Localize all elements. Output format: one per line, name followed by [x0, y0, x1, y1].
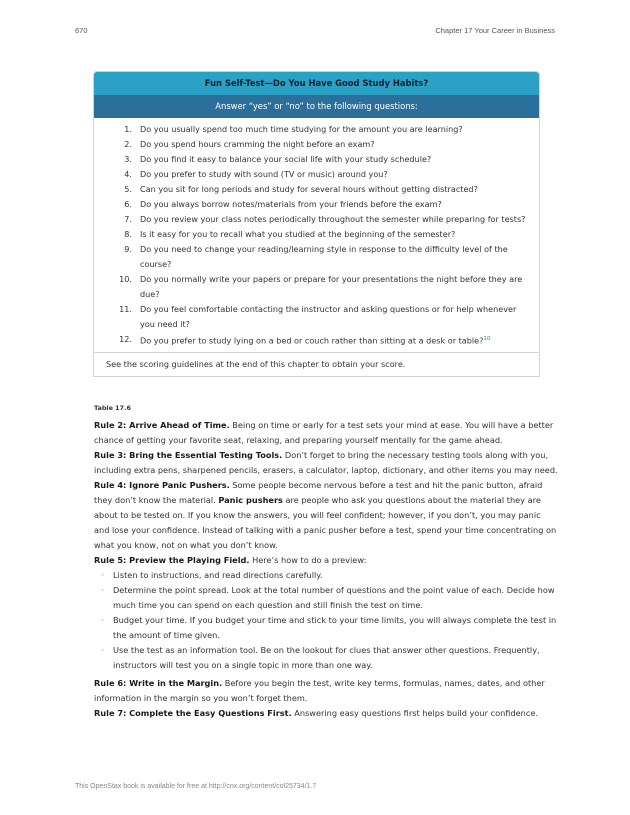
rule-2-paragraph — [94, 418, 558, 448]
page-footer: This OpenStax book is available for free at http://cnx.org/content/col25734/1.7 — [75, 783, 317, 790]
rule-4-text-continued: are people who ask you questions about the material they are about to be tested on. If you know the answers, you will feel confident; however, if you don’t, you may panic and lose your confidence. Instead of talking with a panic pusher before a test, spend your time concentrating on what you know, not on what you don’t know. — [94, 495, 557, 550]
self-test-box — [93, 71, 540, 377]
rule-6-text: Before you begin the test, write key terms, formulas, names, dates, and other information in the margin so you won’t forget them. — [94, 678, 545, 703]
panic-pushers-term: Panic pushers — [218, 495, 283, 505]
question-text: Do you usually spend too much time studying for the amount you are learning? — [140, 124, 463, 134]
question-item — [106, 227, 527, 242]
rule-7-paragraph — [94, 706, 558, 721]
question-item — [106, 167, 527, 182]
footnote-link[interactable]: 10 — [483, 336, 491, 342]
bullet-icon: ◦ — [100, 615, 105, 625]
self-test-footer: See the scoring guidelines at the end of this chapter to obtain your score. — [94, 352, 539, 376]
question-list — [106, 122, 527, 349]
question-number: 3. — [124, 154, 132, 164]
question-number: 5. — [124, 184, 132, 194]
question-number: 8. — [124, 229, 132, 239]
question-item — [106, 152, 527, 167]
preview-bullet-list — [94, 568, 558, 673]
question-item — [106, 122, 527, 137]
question-item — [106, 182, 527, 197]
question-number: 6. — [124, 199, 132, 209]
question-item — [106, 272, 527, 302]
question-number: 12. — [119, 334, 132, 344]
question-number: 2. — [124, 139, 132, 149]
question-text: Do you prefer to study with sound (TV or music) around you? — [140, 169, 388, 179]
rule-3-paragraph — [94, 448, 558, 478]
question-text: Do you find it easy to balance your social life with your study schedule? — [140, 154, 432, 164]
question-number: 4. — [124, 169, 132, 179]
question-text: Do you feel comfortable contacting the instructor and asking questions or for help whenever you need it? — [140, 304, 517, 329]
bullet-text: Budget your time. If you budget your time and stick to your time limits, you will always complete the test in the amount of time given. — [113, 615, 557, 640]
question-text: Do you always borrow notes/materials from your friends before the exam? — [140, 199, 442, 209]
self-test-body — [94, 118, 539, 352]
rule-4-text: Some people become nervous before a test and hit the panic button, afraid they don’t know the material. — [94, 480, 543, 505]
bullet-icon: ◦ — [100, 645, 105, 655]
question-text: Is it easy for you to recall what you studied at the beginning of the semester? — [140, 229, 456, 239]
rule-4-paragraph — [94, 478, 558, 553]
question-item — [106, 332, 527, 349]
rule-5-title: Rule 5: Preview the Playing Field. — [94, 555, 250, 565]
question-item — [106, 242, 527, 272]
rule-6-paragraph — [94, 676, 558, 706]
rule-5-paragraph — [94, 553, 558, 568]
bullet-text: Determine the point spread. Look at the total number of questions and the point value of each. Decide how much time you can spend on each question and still finish the test on time. — [113, 585, 555, 610]
rule-3-text: Don’t forget to bring the necessary testing tools along with you, including extra pens, sharpened pencils, erasers, a calculator, laptop, dictionary, and other items you may need. — [94, 450, 558, 475]
rule-2-title: Rule 2: Arrive Ahead of Time. — [94, 420, 230, 430]
bullet-icon: ◦ — [100, 585, 105, 595]
bullet-text: Listen to instructions, and read directions carefully. — [113, 570, 323, 580]
question-text: Do you need to change your reading/learning style in response to the difficulty level of the course? — [140, 244, 508, 269]
question-item — [106, 137, 527, 152]
question-text: Do you normally write your papers or prepare for your presentations the night before they are due? — [140, 274, 523, 299]
rule-4-title: Rule 4: Ignore Panic Pushers. — [94, 480, 230, 490]
self-test-title: Fun Self-Test—Do You Have Good Study Habits? — [94, 72, 539, 95]
question-text-body: Do you prefer to study lying on a bed or couch rather than sitting at a desk or table? — [140, 335, 484, 346]
chapter-header: Chapter 17 Your Career in Business — [435, 26, 555, 35]
question-number: 9. — [124, 244, 132, 254]
question-text: Do you spend hours cramming the night before an exam? — [140, 139, 375, 149]
page-number: 670 — [75, 26, 88, 35]
bullet-item — [100, 568, 558, 583]
bullet-text: Use the test as an information tool. Be on the lookout for clues that answer other questions. Frequently, instructors will test you on a single topic in more than one way. — [113, 645, 540, 670]
bullet-item — [100, 613, 558, 643]
bullet-icon: ◦ — [100, 570, 105, 580]
bullet-item — [100, 583, 558, 613]
rule-7-title: Rule 7: Complete the Easy Questions First. — [94, 708, 292, 718]
rule-5-text: Here’s how to do a preview: — [249, 555, 367, 565]
question-text — [134, 332, 527, 349]
bullet-item — [100, 643, 558, 673]
rule-7-text: Answering easy questions first helps build your confidence. — [291, 708, 539, 718]
question-text: Can you sit for long periods and study for several hours without getting distracted? — [140, 184, 478, 194]
question-item — [106, 197, 527, 212]
question-number: 11. — [119, 304, 132, 314]
question-number: 10. — [119, 274, 132, 284]
rule-3-title: Rule 3: Bring the Essential Testing Tools. — [94, 450, 283, 460]
main-content — [94, 418, 558, 721]
question-number: 7. — [124, 214, 132, 224]
question-number: 1. — [124, 124, 132, 134]
rule-6-title: Rule 6: Write in the Margin. — [94, 678, 223, 688]
table-caption: Table 17.6 — [94, 404, 131, 412]
question-text: Do you review your class notes periodically throughout the semester while preparing for tests? — [140, 214, 526, 224]
question-item — [106, 212, 527, 227]
self-test-instructions: Answer “yes” or “no” to the following questions: — [94, 95, 539, 118]
rule-2-text: Being on time or early for a test sets your mind at ease. You will have a better chance of getting your favorite seat, relaxing, and preparing yourself mentally for the game ahead. — [94, 420, 554, 445]
question-item — [106, 302, 527, 332]
